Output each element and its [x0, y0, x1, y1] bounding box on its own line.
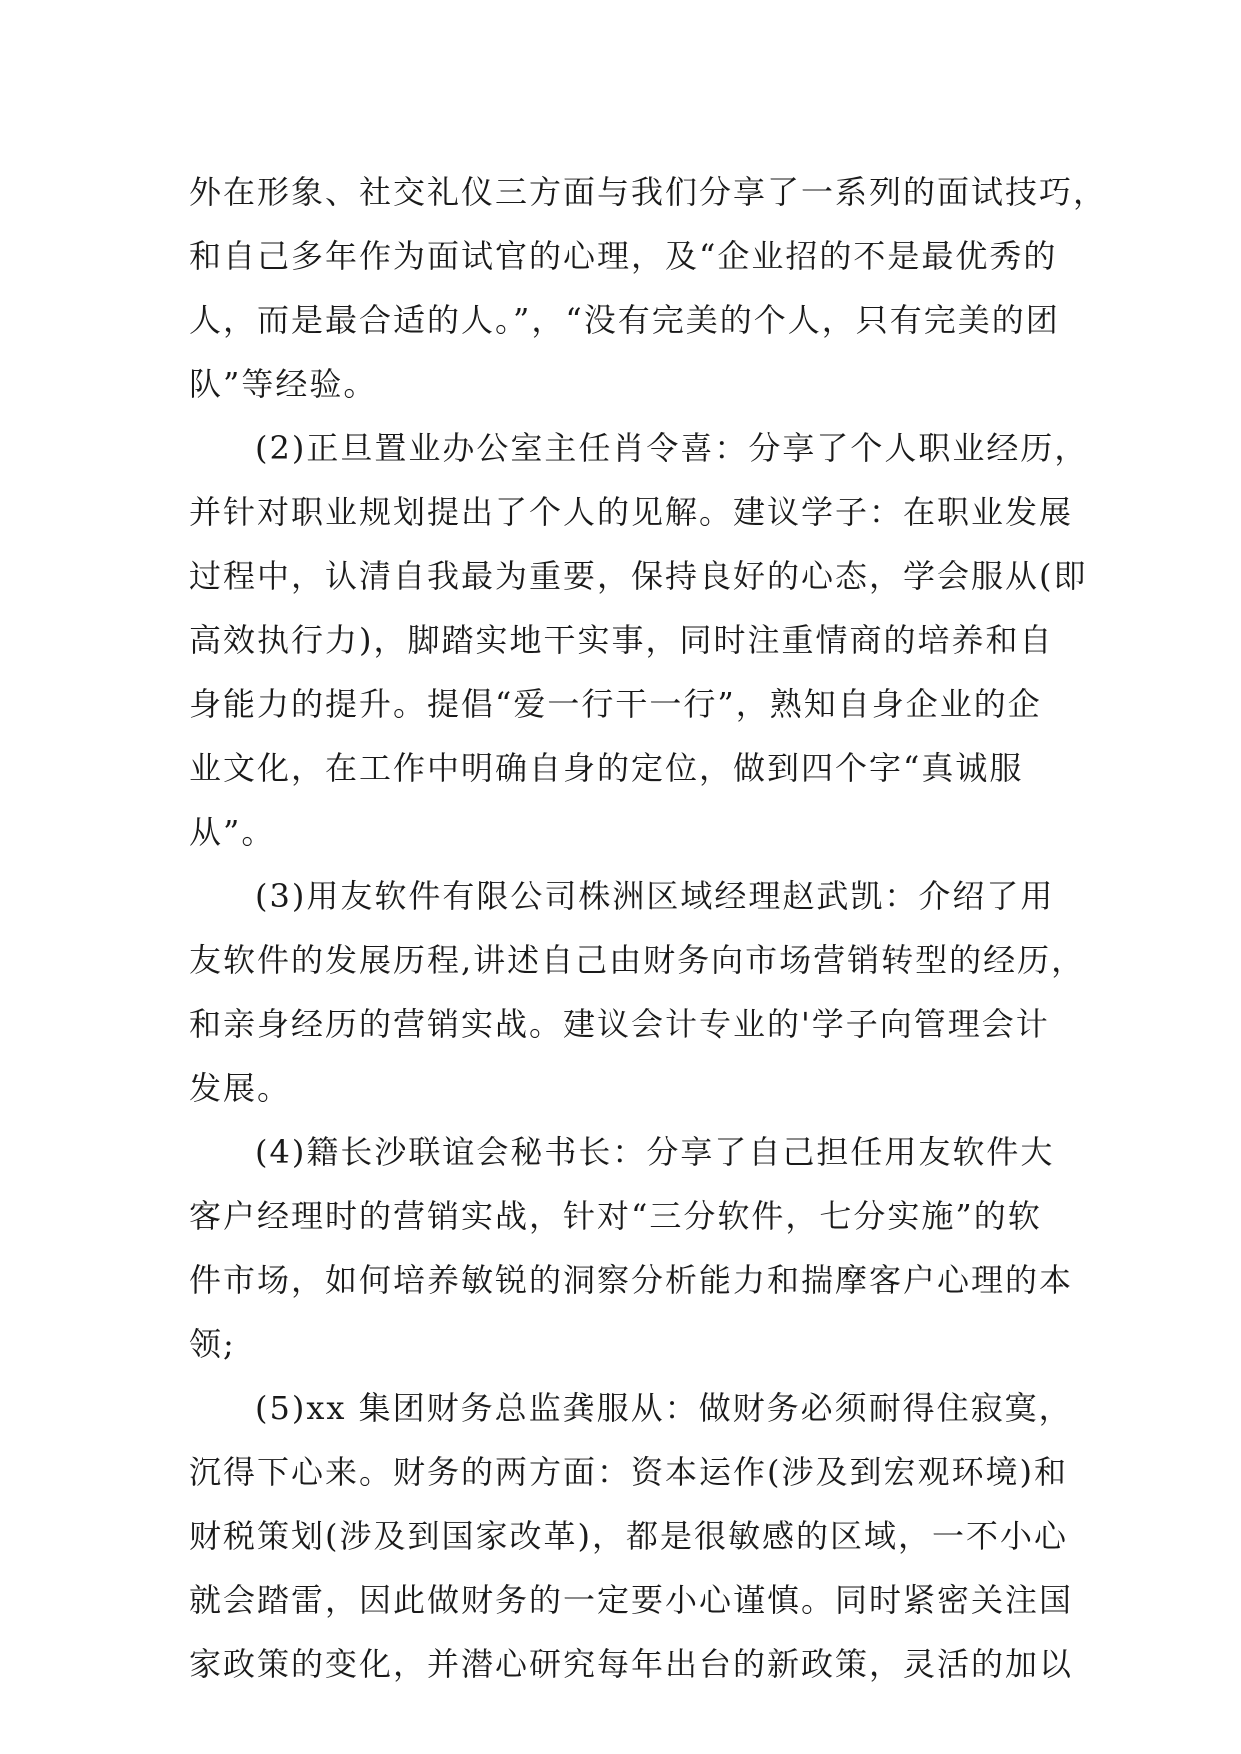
text-line: 发展。 — [189, 1069, 292, 1107]
text-line: 外在形象、社交礼仪三方面与我们分享了一系列的面试技巧， — [189, 173, 1108, 211]
document-body — [189, 160, 1108, 1696]
text-line: 队”等经验。 — [189, 365, 378, 403]
text-line: 客户经理时的营销实战，针对“三分软件，七分实施”的软 — [189, 1197, 1042, 1235]
text-line: 高效执行力)，脚踏实地干实事，同时注重情商的培养和自 — [189, 621, 1054, 659]
text-line: 件市场，如何培养敏锐的洞察分析能力和揣摩客户心理的本 — [189, 1261, 1074, 1299]
text-line: 业文化，在工作中明确自身的定位，做到四个字“真诚服 — [189, 749, 1024, 787]
text-line: 沉得下心来。财务的两方面：资本运作(涉及到宏观环境)和 — [189, 1453, 1068, 1491]
text-line: 并针对职业规划提出了个人的见解。建议学子：在职业发展 — [189, 493, 1074, 531]
text-line: 和自己多年作为面试官的心理，及“企业招的不是最优秀的 — [189, 237, 1058, 275]
text-line: 财税策划(涉及到国家改革)，都是很敏感的区域，一不小心 — [189, 1517, 1068, 1555]
text-line: 人，而是最合适的人。”，“没有完美的个人，只有完美的团 — [189, 301, 1060, 339]
text-line: 友软件的发展历程,讲述自己由财务向市场营销转型的经历， — [189, 941, 1086, 979]
text-line: 过程中，认清自我最为重要，保持良好的心态，学会服从(即 — [189, 557, 1088, 595]
text-line: 和亲身经历的营销实战。建议会计专业的'学子向管理会计 — [189, 1005, 1050, 1043]
paragraph-start-line: (2)正旦置业办公室主任肖令喜：分享了个人职业经历， — [255, 429, 1089, 467]
text-line: 身能力的提升。提倡“爱一行干一行”，熟知自身企业的企 — [189, 685, 1042, 723]
paragraph-start-line: (4)籍长沙联谊会秘书长：分享了自己担任用友软件大 — [255, 1133, 1055, 1171]
text-line: 就会踏雷，因此做财务的一定要小心谨慎。同时紧密关注国 — [189, 1581, 1074, 1619]
text-line: 从”。 — [189, 813, 276, 851]
paragraph-start-line: (5)xx 集团财务总监龚服从：做财务必须耐得住寂寞， — [255, 1389, 1073, 1427]
paragraph-start-line: (3)用友软件有限公司株洲区域经理赵武凯：介绍了用 — [255, 877, 1055, 915]
text-line: 领; — [189, 1325, 236, 1363]
text-line: 家政策的变化，并潜心研究每年出台的新政策，灵活的加以 — [189, 1645, 1074, 1683]
